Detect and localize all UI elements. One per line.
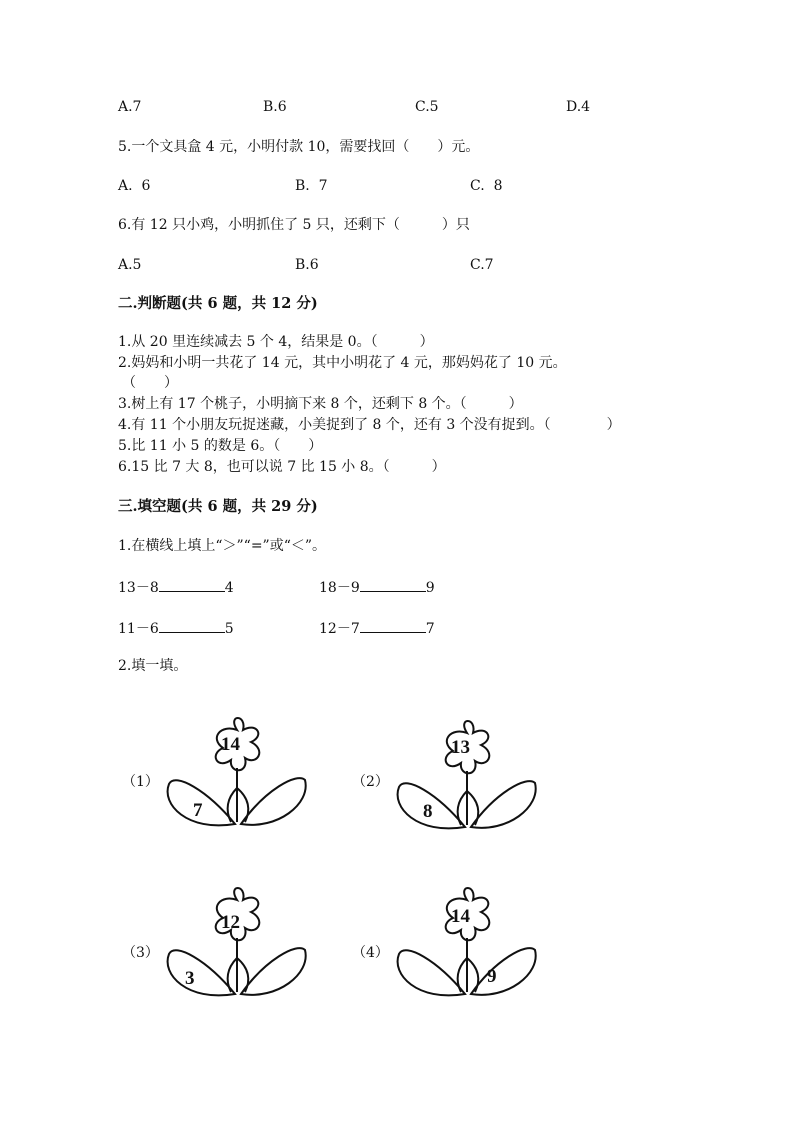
answer-blank[interactable]	[159, 578, 225, 592]
leaf-number: 7	[193, 800, 203, 821]
judge-item-2-bracket: （ ）	[122, 375, 178, 391]
q6-option-b: B.6	[295, 257, 319, 273]
judge-item-6: 6.15 比 7 大 8，也可以说 7 比 15 小 8。（ ）	[118, 459, 446, 475]
q6-text: 6.有 12 只小鸡，小明抓住了 5 只，还剩下（ ）只	[118, 217, 470, 233]
q4-option-d: D.4	[566, 99, 591, 115]
section2-title: 二.判断题(共 6 题，共 12 分)	[118, 295, 318, 312]
figure-2-label: （2）	[352, 774, 389, 790]
stem-icon	[458, 771, 479, 825]
judge-item-5: 5.比 11 小 5 的数是 6。（ ）	[118, 438, 323, 454]
flower-figure-4	[387, 882, 547, 1012]
stem-icon	[228, 768, 249, 822]
flower-figure-3	[157, 882, 317, 1012]
compare-row-2-left	[118, 619, 234, 637]
expr: 11－6	[118, 621, 159, 637]
value: 7	[425, 621, 435, 637]
expr: 18－9	[319, 580, 360, 596]
answer-blank[interactable]	[360, 619, 426, 633]
leaf-right-icon	[241, 948, 306, 995]
judge-item-1: 1.从 20 里连续减去 5 个 4，结果是 0。（ ）	[118, 334, 434, 350]
flower-number: 14	[451, 906, 470, 927]
leaf-left-icon	[168, 950, 235, 995]
judge-item-2: 2.妈妈和小明一共花了 14 元，其中小明花了 4 元，那妈妈花了 10 元。	[118, 355, 567, 371]
flower-number: 14	[221, 734, 240, 755]
q5-option-c: C. 8	[470, 178, 503, 194]
section3-title: 三.填空题(共 6 题，共 29 分)	[118, 498, 318, 515]
value: 9	[425, 580, 435, 596]
q4-option-a: A.7	[118, 99, 142, 115]
flower-number: 12	[221, 912, 240, 933]
leaf-number: 3	[185, 968, 195, 989]
q5-text: 5.一个文具盒 4 元，小明付款 10，需要找回（ ）元。	[118, 139, 480, 155]
value: 5	[224, 621, 234, 637]
compare-row-2-right	[319, 619, 435, 637]
compare-row-1-right	[319, 578, 435, 596]
leaf-right-icon	[471, 948, 536, 995]
fill-q1-text: 1.在横线上填上“＞”“=”或“＜”。	[118, 538, 327, 554]
leaf-right-icon	[241, 778, 306, 825]
figure-4-label: （4）	[352, 945, 389, 961]
q6-option-c: C.7	[470, 257, 494, 273]
answer-blank[interactable]	[360, 578, 426, 592]
stem-icon	[458, 938, 479, 992]
flower-number: 13	[451, 737, 470, 758]
judge-item-3: 3.树上有 17 个桃子，小明摘下来 8 个，还剩下 8 个。（ ）	[118, 396, 523, 412]
q4-option-c: C.5	[415, 99, 439, 115]
q4-option-b: B.6	[263, 99, 287, 115]
compare-row-1-left	[118, 578, 234, 596]
fill-q2-text: 2.填一填。	[118, 658, 188, 674]
q6-option-a: A.5	[118, 257, 142, 273]
figure-3-label: （3）	[122, 945, 159, 961]
leaf-left-icon	[398, 950, 465, 995]
judge-item-4: 4.有 11 个小朋友玩捉迷藏，小美捉到了 8 个，还有 3 个没有捉到。（ ）	[118, 417, 621, 433]
answer-blank[interactable]	[159, 619, 225, 633]
expr: 12－7	[319, 621, 360, 637]
flower-figure-1	[157, 712, 317, 842]
figure-1-label: （1）	[122, 774, 159, 790]
stem-icon	[228, 938, 249, 992]
flower-figure-2	[387, 715, 547, 845]
value: 4	[224, 580, 234, 596]
leaf-number: 8	[423, 801, 433, 822]
q5-option-a: A. 6	[118, 178, 151, 194]
expr: 13－8	[118, 580, 159, 596]
leaf-right-icon	[471, 781, 536, 828]
q5-option-b: B. 7	[295, 178, 328, 194]
leaf-number: 9	[487, 966, 497, 987]
